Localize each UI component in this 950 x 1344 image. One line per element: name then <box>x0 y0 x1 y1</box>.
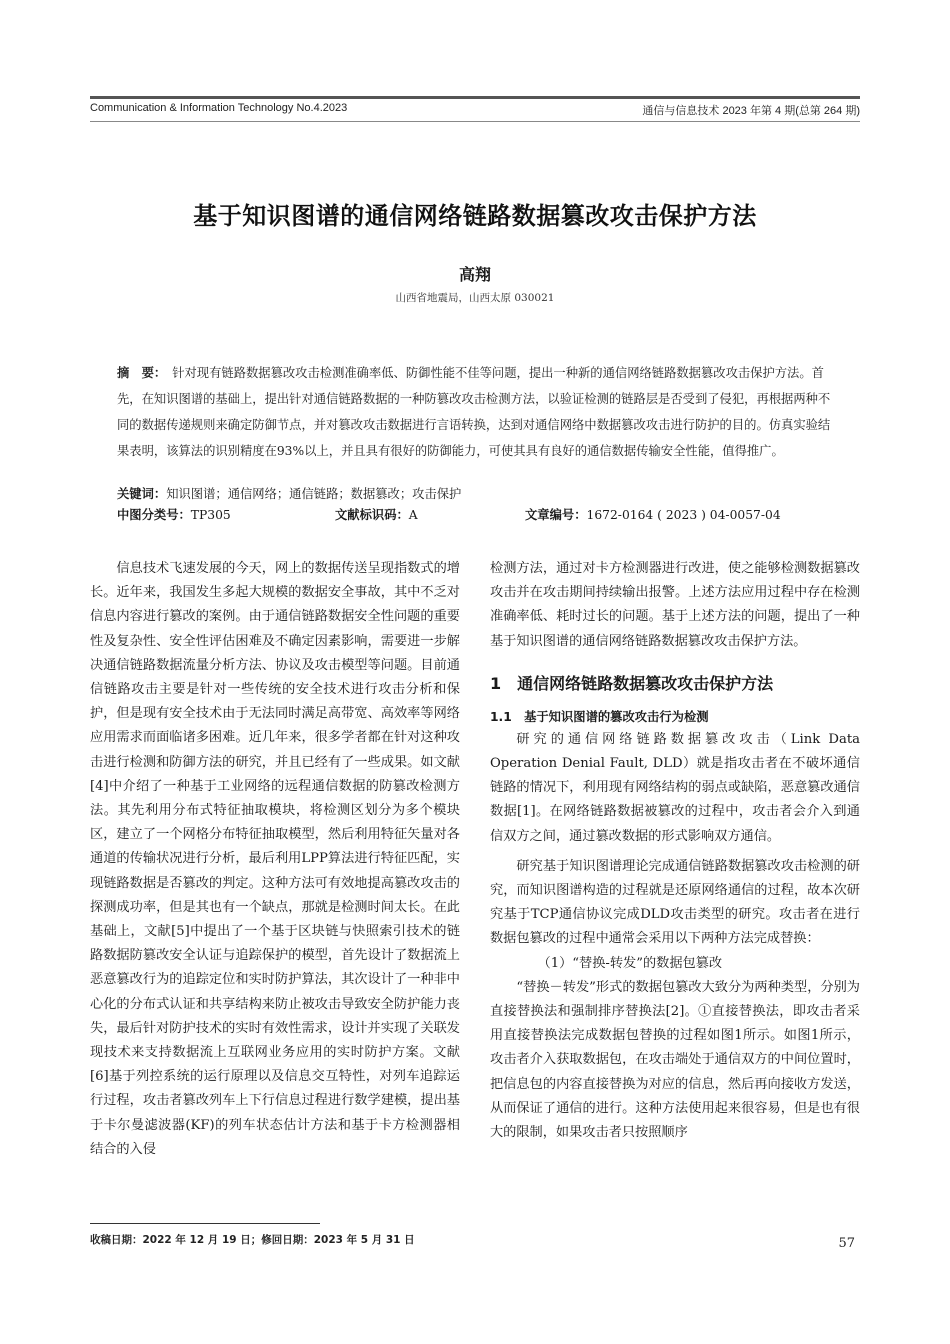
document-code <box>335 505 418 525</box>
doc-value: A <box>408 508 418 522</box>
classification-line <box>117 505 839 525</box>
footnote-rule <box>90 1223 320 1224</box>
author-name: 高翔 <box>458 265 491 284</box>
body-paragraph-3: “替换－转发”形式的数据包篡改大致分为两种类型，分别为直接替换法和强制排序替换法[2]。①直接替换法，即攻击者采用直接替换法完成数据包替换的过程如图1所示。如图1所示，攻击者介入获取数据包，在攻击端处于通信双方的中间位置时，把信息包的内容直接替换为对应的信息，然后再向接收方发送，从而保证了通信的进行。这种方法使用起来很容易，但是也有很大的限制，如果攻击者只按照顺序 <box>490 979 860 1141</box>
keywords <box>117 484 839 504</box>
clc-value: TP305 <box>190 508 231 522</box>
article-number <box>525 505 781 525</box>
header-top-rule <box>90 96 860 99</box>
running-header <box>90 102 860 120</box>
keywords-label: 关键词： <box>117 487 167 501</box>
paper-title: 基于知识图谱的通信网络链路数据篡改攻击保护方法 <box>193 202 757 230</box>
art-label: 文章编号： <box>525 508 587 522</box>
art-value: 1672-0164 ( 2023 ) 04-0057-04 <box>586 508 781 522</box>
clc-label: 中图分类号： <box>117 508 191 522</box>
header-journal-chinese: 通信与信息技术 2023 年第 4 期(总第 264 期) <box>642 105 860 117</box>
received-dates: 收稿日期：2022 年 12 月 19 日；修回日期：2023 年 5 月 31 日 <box>90 1234 415 1246</box>
keywords-text: 知识图谱；通信网络；通信链路；数据篡改；攻击保护 <box>166 487 462 501</box>
body-paragraph-1: 研究的通信网络链路数据篡改攻击（Link Data Operation Denial Fault, DLD）就是指攻击者在不破坏通信链路的情况下，利用现有网络结构的弱点或缺陷，恶意篡改通信数据[1]。在网络链路数据被篡改的过程中，攻击者会介入到通信双方之间，通过篡改数据的形式影响双方通信。 <box>490 731 860 844</box>
doc-label: 文献标识码： <box>335 508 409 522</box>
section-heading-1-1: 1.1 基于知识图谱的篡改攻击行为检测 <box>490 709 709 724</box>
abstract-label: 摘 要： <box>117 366 167 380</box>
list-item-1: （1）“替换-转发”的数据包篡改 <box>537 955 723 971</box>
intro-paragraph: 信息技术飞速发展的今天，网上的数据传送呈现指数式的增长。近年来，我国发生多起大规模的数据安全事故，其中不乏对信息内容进行篡改的案例。由于通信链路数据安全性问题的重要性及复杂性、安全性评估困难及不确定因素影响，需要进一步解决通信链路数据流量分析方法、协议及攻击模型等问题。目前通信链路攻击主要是针对一些传统的安全技术进行攻击分析和保护，但是现有安全技术由于无法同时满足高带宽、高效率等网络应用需求而面临诸多困难。近几年来，很多学者都在针对这种攻击进行检测和防御方法的研究，并且已经有了一些成果。如文献[4]中介绍了一种基于工业网络的远程通信数据的防篡改检测方法。其先利用分布式特征抽取模块，将检测区划分为多个模块区，建立了一个网格分布特征抽取模型，然后利用特征矢量对各通道的传输状况进行分析，最后利用LPP算法进行特征匹配，实现链路数据是否篡改的判定。这种方法可有效地提高篡改攻击的探测成功率，但是其也有一个缺点，那就是检测时间太长。在此基础上，文献[5]中提出了一个基于区块链与快照索引技术的链路数据防篡改安全认证与追踪保护的模型，首先设计了数据流上恶意篡改行为的追踪定位和实时防护算法，其次设计了一种非中心化的分布式认证和共享结构来防止被攻击导致安全防护能力丧失，最后针对防护技术的实时有效性需求，设计并实现了关联发现技术来支持数据流上互联网业务应用的实时防护方案。文献[6]基于列控系统的运行原理以及信息交互特性，对列车追踪运行过程，攻击者篡改列车上下行信息过程进行数学建模，提出基于卡尔曼滤波器(KF)的列车状态估计方法和基于卡方检测器相结合的入侵 <box>90 561 460 1157</box>
abstract <box>117 360 839 464</box>
section-heading-1: 1 通信网络链路数据篡改攻击保护方法 <box>490 673 774 693</box>
abstract-text: 针对现有链路数据篡改攻击检测准确率低、防御性能不佳等问题，提出一种新的通信网络链路数据篡改攻击保护方法。首先，在知识图谱的基础上，提出针对通信链路数据的一种防篡改攻击检测方法，以验证检测的链路层是否受到了侵犯，再根据两种不同的数据传递规则来确定防御节点，并对篡改攻击数据进行言语转换，达到对通信网络中数据篡改攻击进行防护的目的。仿真实验结果表明，该算法的识别精度在93%以上，并且具有很好的防御能力，可使其具有良好的通信数据传输安全性能，值得推广。 <box>117 366 831 458</box>
left-column <box>90 557 460 1162</box>
body-paragraph-2: 研究基于知识图谱理论完成通信链路数据篡改攻击检测的研究，而知识图谱构造的过程就是还原网络通信的过程，故本次研究基于TCP通信协议完成DLD攻击类型的研究。攻击者在进行数据包篡改的过程中通常会采用以下两种方法完成替换： <box>490 858 860 947</box>
author-affiliation: 山西省地震局，山西太原 030021 <box>395 292 555 304</box>
page-number: 57 <box>838 1236 855 1251</box>
right-column <box>490 557 860 1145</box>
header-journal-english: Communication & Information Technology No.4.2023 <box>90 102 348 114</box>
intro-continuation: 检测方法，通过对卡方检测器进行改进，使之能够检测数据篡改攻击并在攻击期间持续输出报警。上述方法应用过程中存在检测准确率低、耗时过长的问题。基于上述方法的问题，提出了一种基于知识图谱的通信网络链路数据篡改攻击保护方法。 <box>490 561 860 649</box>
clc-number <box>117 505 231 525</box>
header-bottom-rule <box>90 121 860 122</box>
